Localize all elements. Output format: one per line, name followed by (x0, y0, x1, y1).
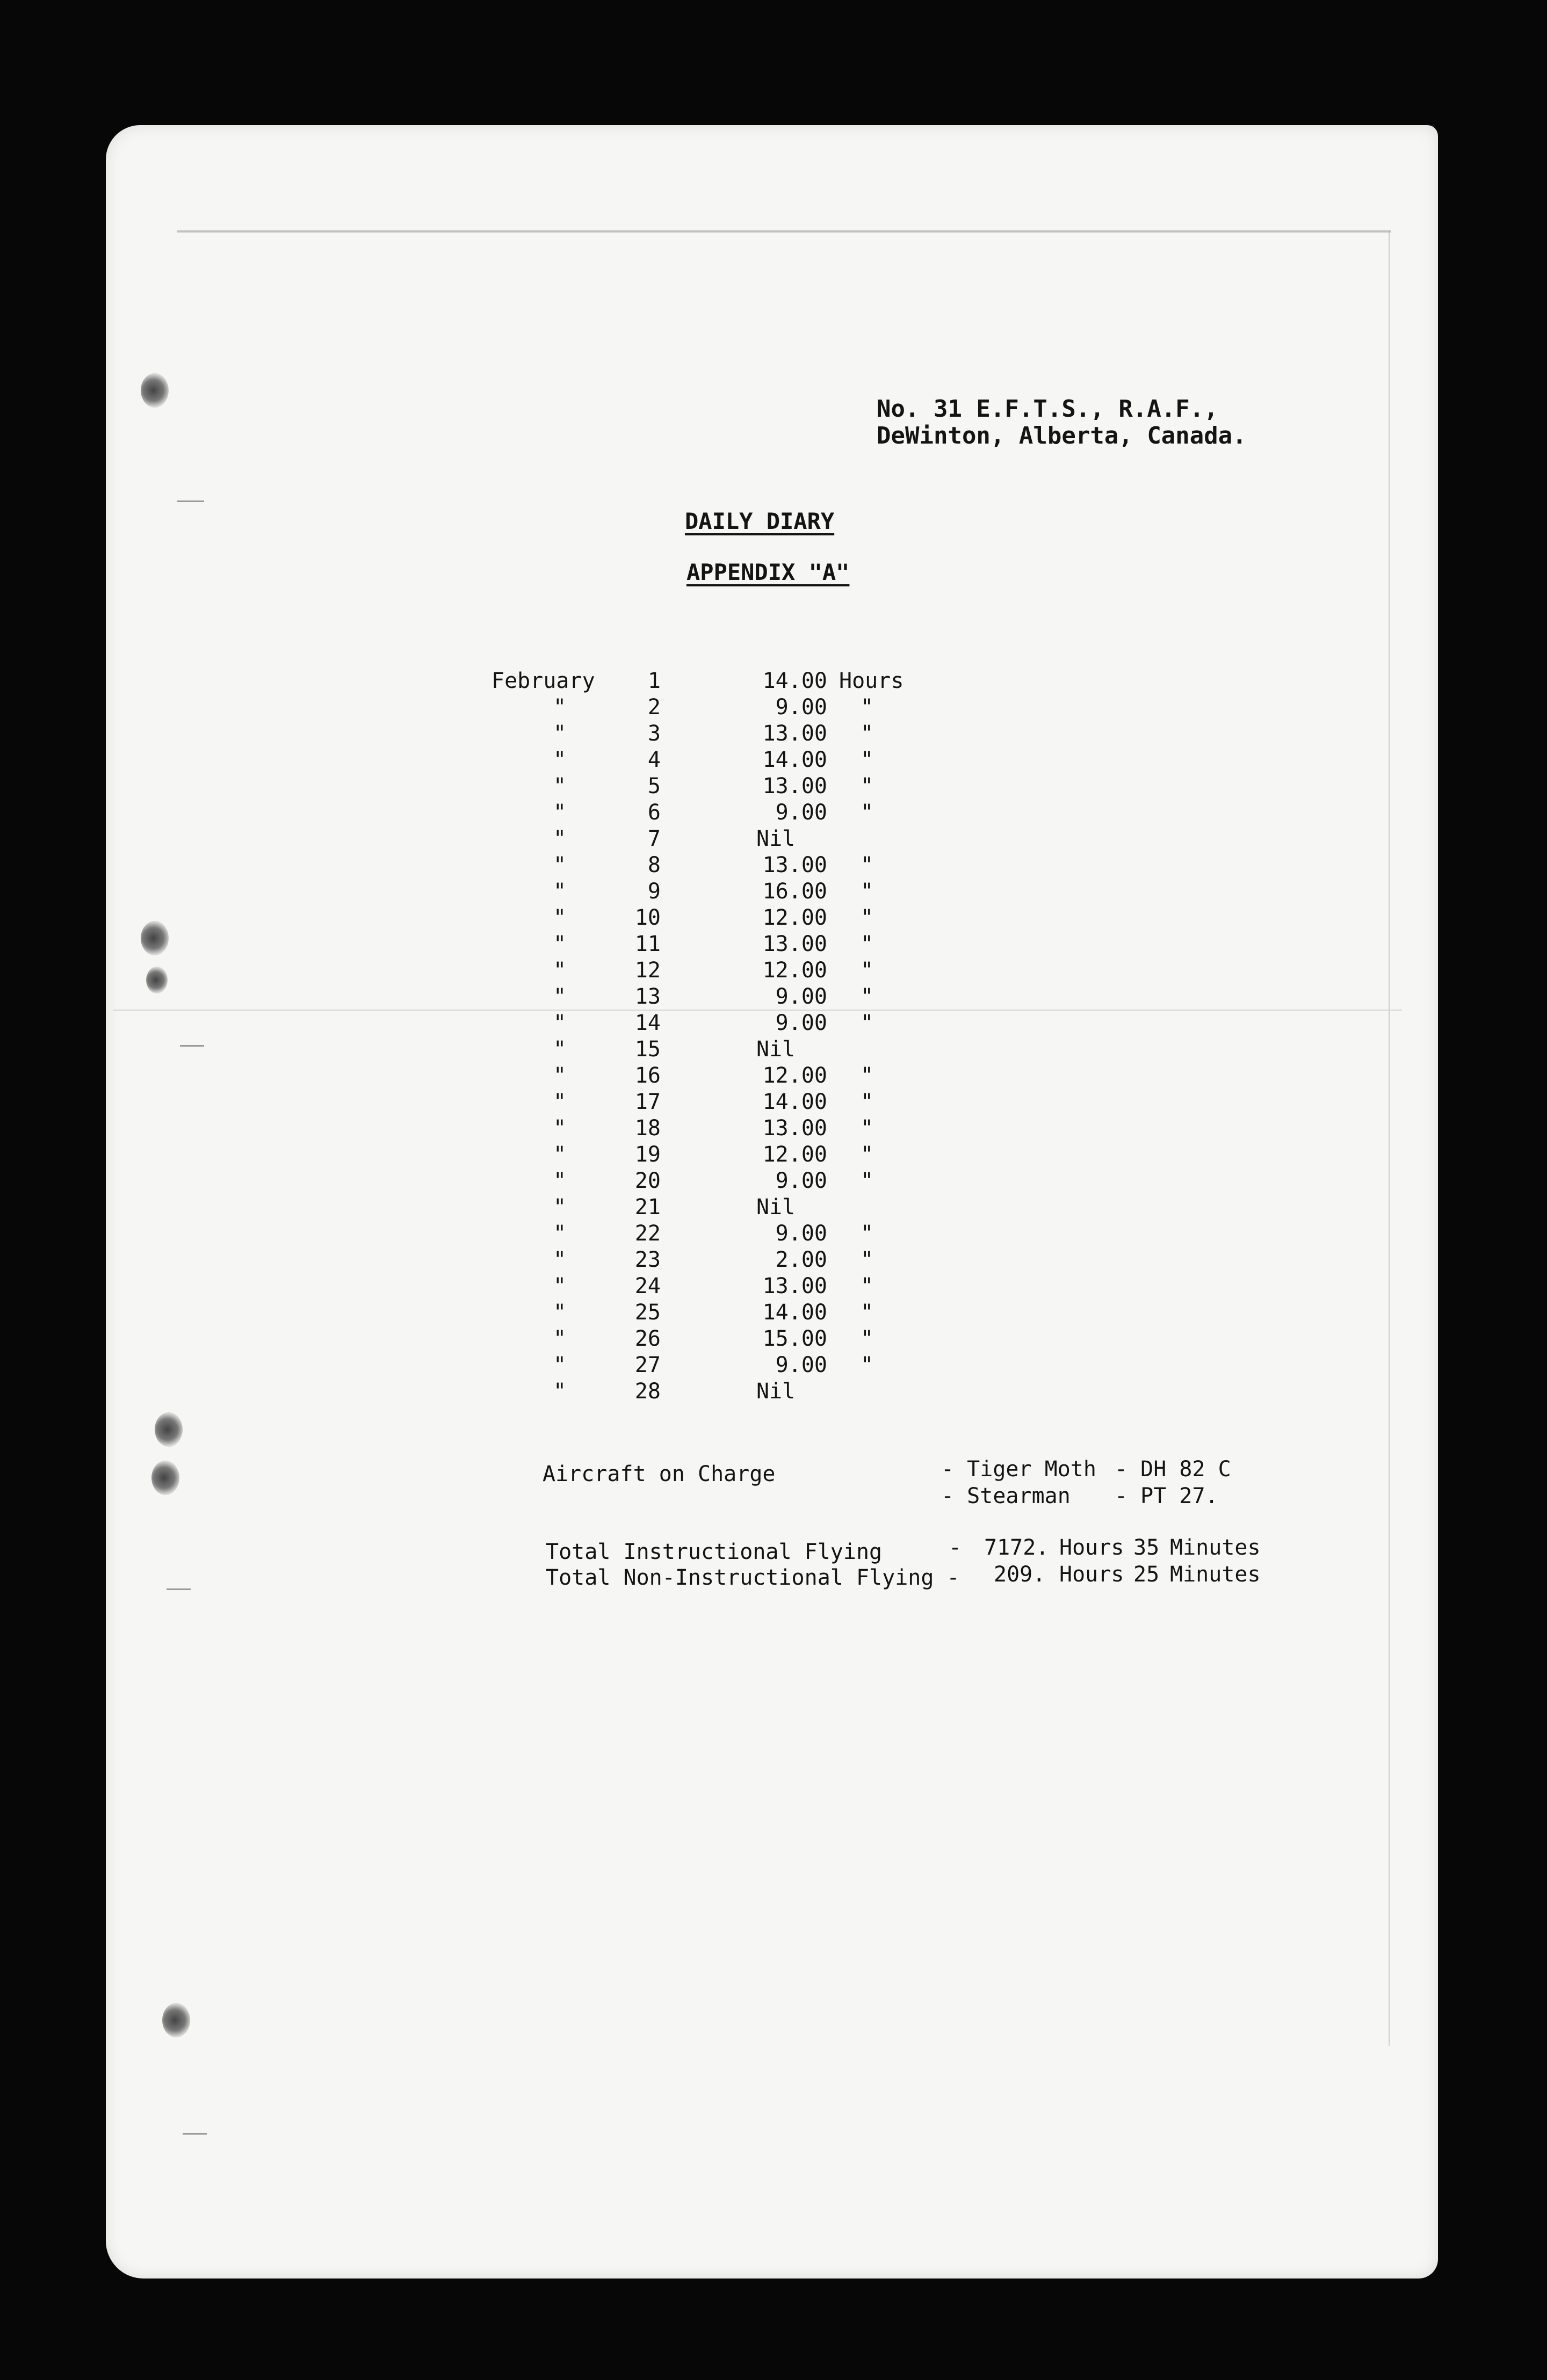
hours-value: 14.00 (762, 748, 827, 772)
fold-crease (113, 1010, 1402, 1011)
day-number: 20 (634, 1169, 661, 1193)
ditto-mark: " (553, 695, 567, 720)
page-edge-line (1389, 231, 1390, 2046)
ditto-mark: " (861, 748, 874, 772)
day-number: 15 (634, 1037, 661, 1062)
total-dash: - (949, 1535, 962, 1560)
hours-value: 12.00 (762, 1142, 827, 1167)
ditto-mark: " (861, 1142, 874, 1167)
total-minutes: 25 (1133, 1562, 1160, 1587)
hours-value: 13.00 (762, 1274, 827, 1298)
ditto-mark: " (553, 984, 567, 1009)
month-label: February (491, 669, 595, 693)
hours-value: 9.00 (775, 1221, 827, 1246)
total-hours: 7172. (984, 1535, 1049, 1560)
ditto-mark: " (861, 774, 874, 799)
hours-value: 16.00 (762, 879, 827, 904)
ditto-mark: " (861, 905, 874, 930)
hours-value: 14.00 (762, 669, 827, 693)
total-hours: 209. (994, 1562, 1046, 1587)
ditto-mark: " (553, 932, 567, 956)
hours-value: 9.00 (775, 984, 827, 1009)
ditto-mark: " (553, 1090, 567, 1114)
total-minutes-unit: Minutes (1170, 1562, 1261, 1587)
ditto-mark: " (553, 1300, 567, 1325)
hours-value: 9.00 (775, 695, 827, 720)
ditto-mark: " (861, 1326, 874, 1351)
margin-mark (177, 500, 204, 502)
punch-hole-icon (141, 921, 169, 955)
aircraft-code: - PT 27. (1115, 1484, 1218, 1508)
day-number: 16 (634, 1063, 661, 1088)
day-number: 9 (647, 879, 661, 904)
ditto-mark: " (553, 1274, 567, 1298)
hours-value: Nil (756, 826, 796, 851)
ditto-mark: " (553, 1037, 567, 1062)
hours-value: Nil (756, 1379, 796, 1404)
ditto-mark: " (861, 1300, 874, 1325)
aircraft-type: - Tiger Moth (941, 1457, 1096, 1482)
margin-mark (180, 1045, 204, 1047)
total-hours-unit: Hours (1059, 1535, 1124, 1560)
hours-value: 9.00 (775, 1169, 827, 1193)
punch-hole-icon (141, 373, 169, 408)
hours-value: 15.00 (762, 1326, 827, 1351)
ditto-mark: " (861, 695, 874, 720)
ditto-mark: " (861, 1116, 874, 1141)
day-number: 27 (634, 1353, 661, 1377)
total-label: Total Non-Instructional Flying - (546, 1565, 960, 1590)
ditto-mark: " (553, 800, 567, 825)
hours-value: 13.00 (762, 1116, 827, 1141)
ditto-mark: " (553, 1221, 567, 1246)
day-number: 17 (634, 1090, 661, 1114)
day-number: 11 (634, 932, 661, 956)
day-number: 21 (634, 1195, 661, 1220)
hours-value: Nil (756, 1195, 796, 1220)
hours-value: 9.00 (775, 800, 827, 825)
ditto-mark: " (553, 905, 567, 930)
day-number: 3 (647, 721, 661, 746)
day-number: 18 (634, 1116, 661, 1141)
ditto-mark: " (861, 721, 874, 746)
ditto-mark: " (553, 1326, 567, 1351)
total-label: Total Instructional Flying (546, 1540, 883, 1564)
ditto-mark: " (553, 1063, 567, 1088)
ditto-mark: " (861, 1063, 874, 1088)
hours-value: 9.00 (775, 1011, 827, 1035)
document-title: DAILY DIARY (685, 508, 835, 534)
ditto-mark: " (553, 826, 567, 851)
day-number: 8 (647, 853, 661, 877)
day-number: 7 (647, 826, 661, 851)
appendix-title: APPENDIX "A" (686, 559, 850, 585)
hours-value: Nil (756, 1037, 796, 1062)
hours-value: 14.00 (762, 1090, 827, 1114)
ditto-mark: " (861, 958, 874, 983)
ditto-mark: " (553, 853, 567, 877)
ditto-mark: " (861, 1353, 874, 1377)
hours-value: 14.00 (762, 1300, 827, 1325)
hours-value: 13.00 (762, 774, 827, 799)
ditto-mark: " (553, 774, 567, 799)
unit-name: No. 31 E.F.T.S., R.A.F., (877, 395, 1218, 423)
hours-value: 9.00 (775, 1353, 827, 1377)
hours-value: 12.00 (762, 958, 827, 983)
day-number: 12 (634, 958, 661, 983)
page-rule (177, 230, 1391, 233)
hours-value: 13.00 (762, 853, 827, 877)
aircraft-type: - Stearman (941, 1484, 1071, 1508)
unit-location: DeWinton, Alberta, Canada. (877, 422, 1247, 449)
ditto-mark: " (861, 1090, 874, 1114)
ditto-mark: " (861, 800, 874, 825)
ditto-mark: " (861, 879, 874, 904)
ditto-mark: " (861, 1011, 874, 1035)
total-minutes: 35 (1133, 1535, 1160, 1560)
ditto-mark: " (553, 1353, 567, 1377)
margin-mark (183, 2133, 207, 2135)
ditto-mark: " (553, 879, 567, 904)
day-number: 1 (647, 669, 661, 693)
ditto-mark: " (553, 1169, 567, 1193)
day-number: 26 (634, 1326, 661, 1351)
aircraft-code: - DH 82 C (1115, 1457, 1231, 1482)
day-number: 2 (647, 695, 661, 720)
day-number: 5 (647, 774, 661, 799)
ditto-mark: " (553, 1142, 567, 1167)
ditto-mark: " (861, 1169, 874, 1193)
hours-value: 12.00 (762, 1063, 827, 1088)
total-hours-unit: Hours (1059, 1562, 1124, 1587)
margin-mark (167, 1588, 191, 1590)
total-minutes-unit: Minutes (1170, 1535, 1261, 1560)
day-number: 13 (634, 984, 661, 1009)
ditto-mark: " (553, 1116, 567, 1141)
day-number: 19 (634, 1142, 661, 1167)
ditto-mark: " (861, 1274, 874, 1298)
ditto-mark: " (861, 1247, 874, 1272)
day-number: 22 (634, 1221, 661, 1246)
ditto-mark: " (553, 721, 567, 746)
hours-value: 13.00 (762, 932, 827, 956)
day-number: 23 (634, 1247, 661, 1272)
ditto-mark: " (553, 1247, 567, 1272)
ditto-mark: " (553, 1011, 567, 1035)
day-number: 24 (634, 1274, 661, 1298)
ditto-mark: " (553, 1379, 567, 1404)
ditto-mark: " (861, 1221, 874, 1246)
day-number: 10 (634, 905, 661, 930)
punch-hole-icon (155, 1412, 183, 1447)
hours-unit: Hours (839, 669, 904, 693)
day-number: 6 (647, 800, 661, 825)
ditto-mark: " (553, 958, 567, 983)
hours-value: 13.00 (762, 721, 827, 746)
day-number: 28 (634, 1379, 661, 1404)
day-number: 14 (634, 1011, 661, 1035)
ditto-mark: " (861, 984, 874, 1009)
ditto-mark: " (861, 853, 874, 877)
punch-hole-icon (151, 1461, 179, 1495)
hours-value: 12.00 (762, 905, 827, 930)
punch-hole-icon (162, 2003, 190, 2037)
ditto-mark: " (553, 1195, 567, 1220)
ditto-mark: " (553, 748, 567, 772)
hours-value: 2.00 (775, 1247, 827, 1272)
ditto-mark: " (861, 932, 874, 956)
aircraft-label: Aircraft on Charge (543, 1462, 776, 1486)
day-number: 4 (647, 748, 661, 772)
day-number: 25 (634, 1300, 661, 1325)
punch-hole-icon (146, 967, 168, 993)
